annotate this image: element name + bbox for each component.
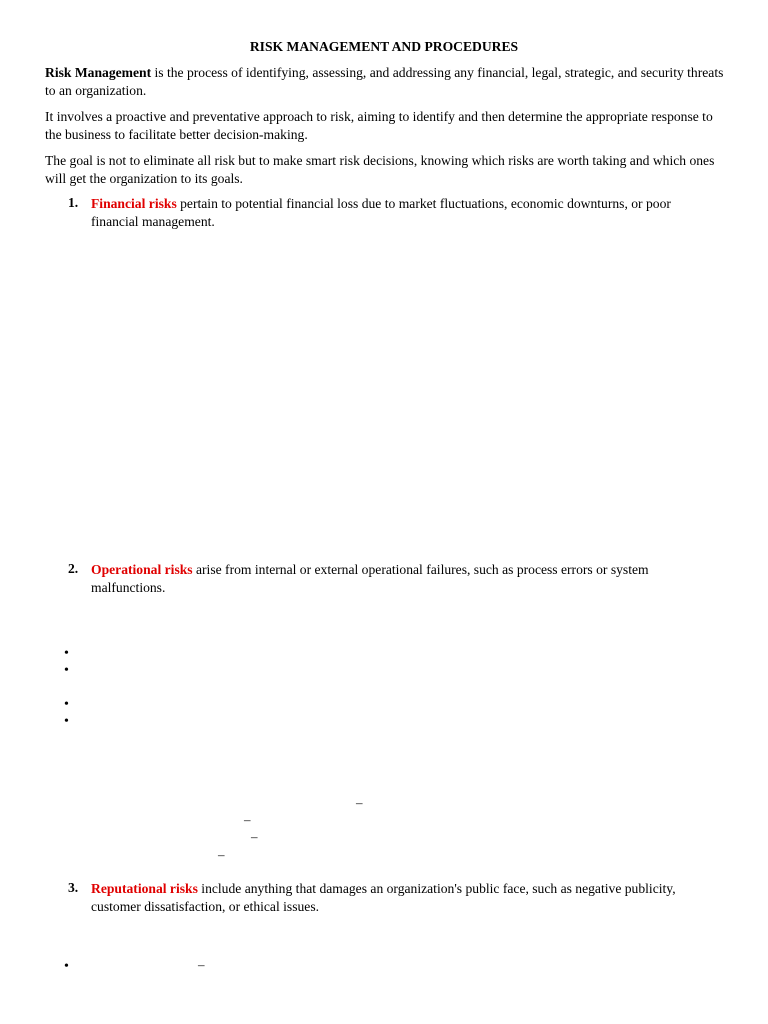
- bullet-marker: •: [64, 663, 69, 678]
- bullet-marker: •: [64, 714, 69, 729]
- dash-marker: –: [356, 795, 363, 810]
- list-number: 2.: [68, 561, 79, 576]
- list-item-text: [91, 195, 721, 231]
- bullet-marker: •: [64, 646, 69, 661]
- dash-marker: –: [198, 957, 205, 972]
- paragraph-approach: It involves a proactive and preventative approach to risk, aiming to identify and then determine the appropriate response to the business to facilitate better decision-making.: [45, 109, 713, 142]
- risk-term: Reputational risks: [91, 881, 198, 896]
- intro-definition: is the process of identifying, assessing, and addressing any financial, legal, strategic, and security threats to an organization.: [45, 65, 724, 98]
- risk-description: pertain to potential financial loss due to market fluctuations, economic downturns, or poor financial management.: [91, 196, 671, 229]
- risk-term: Operational risks: [91, 562, 193, 577]
- dash-marker: –: [251, 829, 258, 844]
- list-item-text: [91, 561, 721, 597]
- list-number: 3.: [68, 880, 79, 895]
- intro-paragraph: [45, 64, 725, 100]
- risk-description: include anything that damages an organization's public face, such as negative publicity, customer dissatisfaction, or ethical issues.: [91, 881, 676, 914]
- document-title: RISK MANAGEMENT AND PROCEDURES: [249, 39, 519, 54]
- dash-marker: –: [244, 812, 251, 827]
- risk-term: Financial risks: [91, 196, 177, 211]
- intro-term: Risk Management: [45, 65, 152, 80]
- list-item-text: [91, 880, 721, 916]
- list-number: 1.: [68, 195, 79, 210]
- bullet-marker: •: [64, 959, 69, 974]
- risk-description: arise from internal or external operational failures, such as process errors or system malfunctions.: [91, 562, 649, 595]
- paragraph-goal: The goal is not to eliminate all risk but to make smart risk decisions, knowing which risks are worth taking and which ones will get the organization to its goals.: [45, 153, 715, 186]
- bullet-marker: •: [64, 697, 69, 712]
- dash-marker: –: [218, 847, 225, 862]
